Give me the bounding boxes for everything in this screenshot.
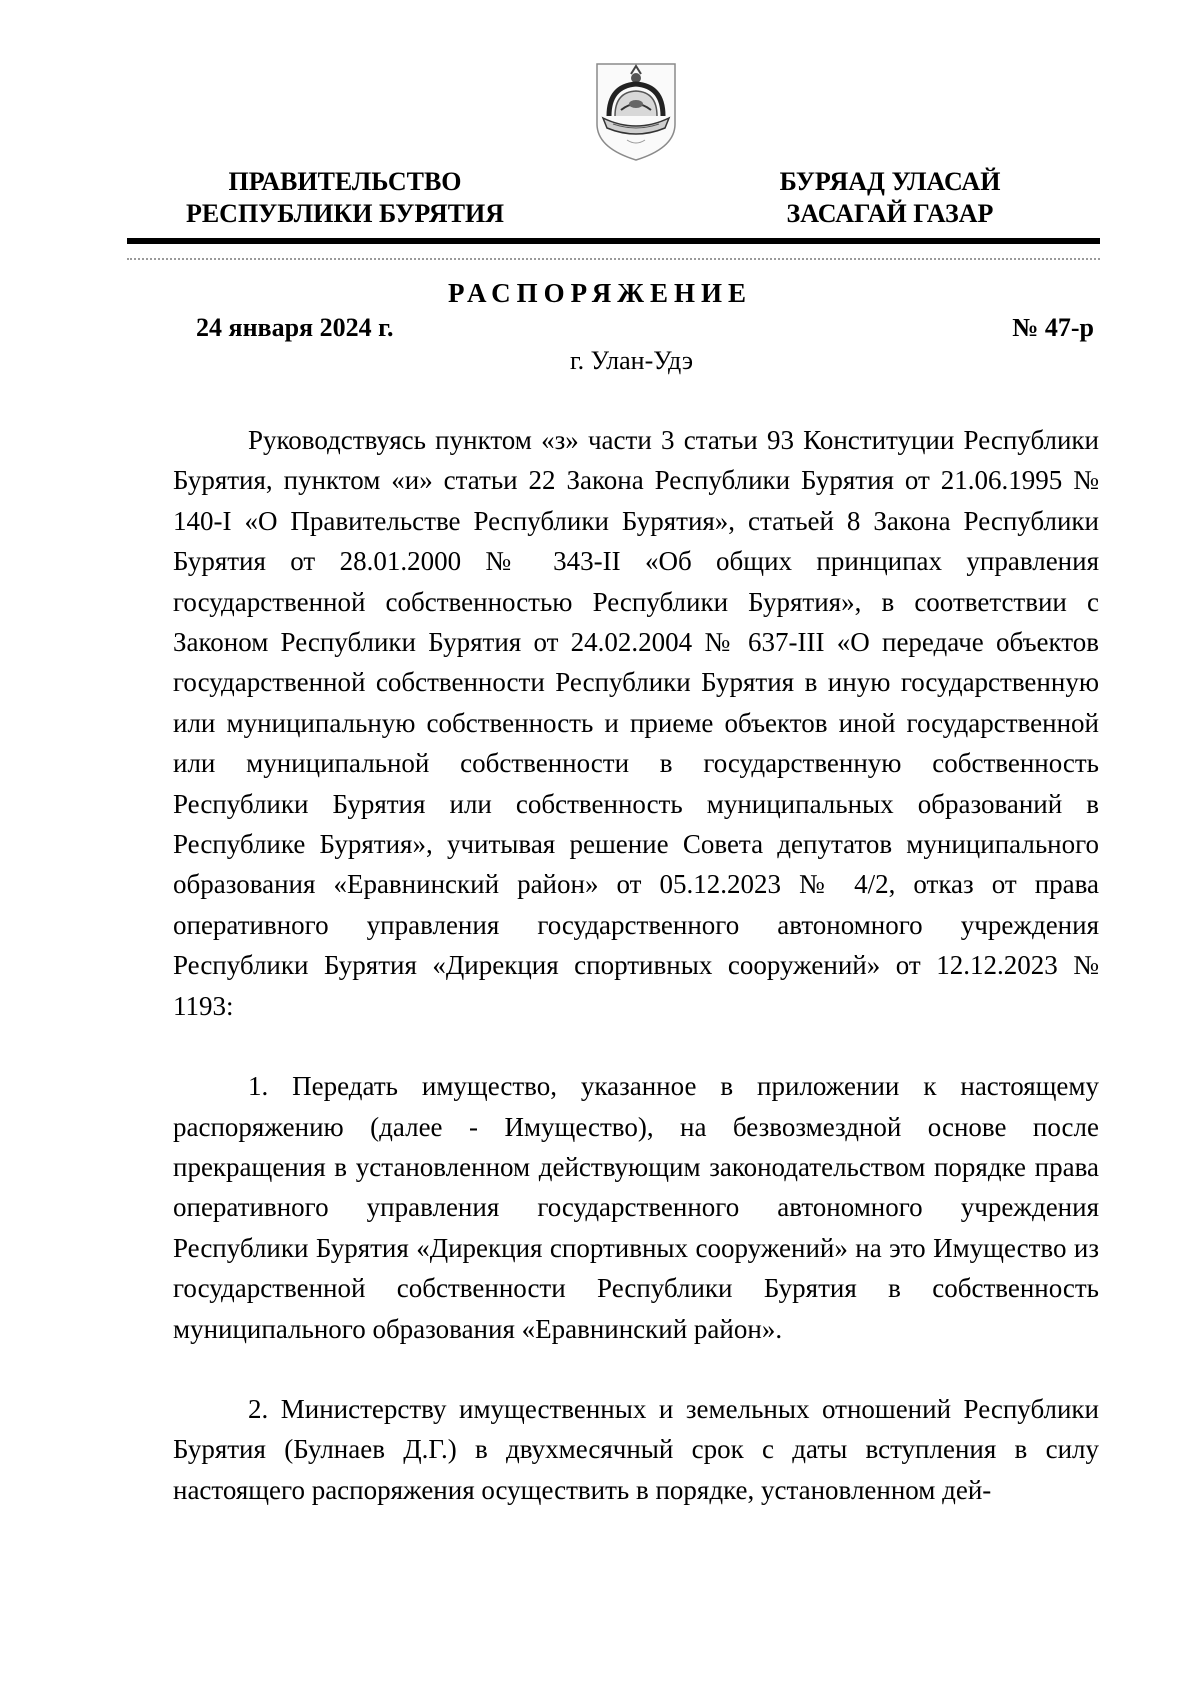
document-type: РАСПОРЯЖЕНИЕ [447,278,753,308]
issuer-line-buryat-1: БУРЯАД УЛАСАЙ [779,167,1001,196]
document-body [173,420,1099,1510]
preamble-paragraph: Руководствуясь пунктом «з» части 3 статьи 93 Конституции Республики Бурятия, пунктом «и» статьи 22 Закона Республики Бурятия от 21.06.1995 № 140-I «О Правительстве Республики Бурятия», статьей 8 Закона Республики Бурятия от 28.01.2000 № 343-II «Об общих принципах управления государственной собственностью Республики Бурятия», в соответствии с Законом Республики Бурятия от 24.02.2004 № 637-III «О передаче объектов государственной собственности Республики Бурятия в иную государственную или муниципальную собственность и приеме объектов иной государственной или муниципальной собственности в государственную собственность Республики Бурятия или собственность муниципальных образований в Республике Бурятия», учитывая решение Совета депутатов муниципального образования «Еравнинский район» от 05.12.2023 № 4/2, отказ от права оперативного управления государственного автономного учреждения Республики Бурятия «Дирекция спортивных сооружений» от 12.12.2023 № 1193: [173,425,1099,1021]
issuer-line-buryat-2: ЗАСАГАЙ ГАЗАР [786,199,994,228]
document-city: г. Улан-Удэ [569,346,694,375]
header-divider-dotted [127,258,1100,260]
clause-1-paragraph: 1. Передать имущество, указанное в приложении к настоящему распоряжению (далее - Имущество), на безвозмездной основе после прекращения в установленном действующим законодательством порядке права оперативного управления государственного автономного учреждения Республики Бурятия «Дирекция спортивных сооружений» на это Имущество из государственной собственности Республики Бурятия в собственность муниципального образования «Еравнинский район». [173,1071,1099,1344]
issuer-line-1: ПРАВИТЕЛЬСТВО [228,167,462,196]
document-number: № 47-р [1012,313,1094,342]
document-date: 24 января 2024 г. [196,313,394,342]
issuer-name-buryat [740,166,1040,230]
issuer-line-2: РЕСПУБЛИКИ БУРЯТИЯ [185,199,505,228]
header-divider-thick [127,238,1100,244]
coat-of-arms-icon [593,60,679,164]
clause-2-paragraph: 2. Министерству имущественных и земельных отношений Республики Бурятия (Булнаев Д.Г.) в двухмесячный срок с даты вступления в силу настоящего распоряжения осуществить в порядке, установленном дей- [173,1393,1099,1505]
issuer-name-russian [160,166,530,230]
